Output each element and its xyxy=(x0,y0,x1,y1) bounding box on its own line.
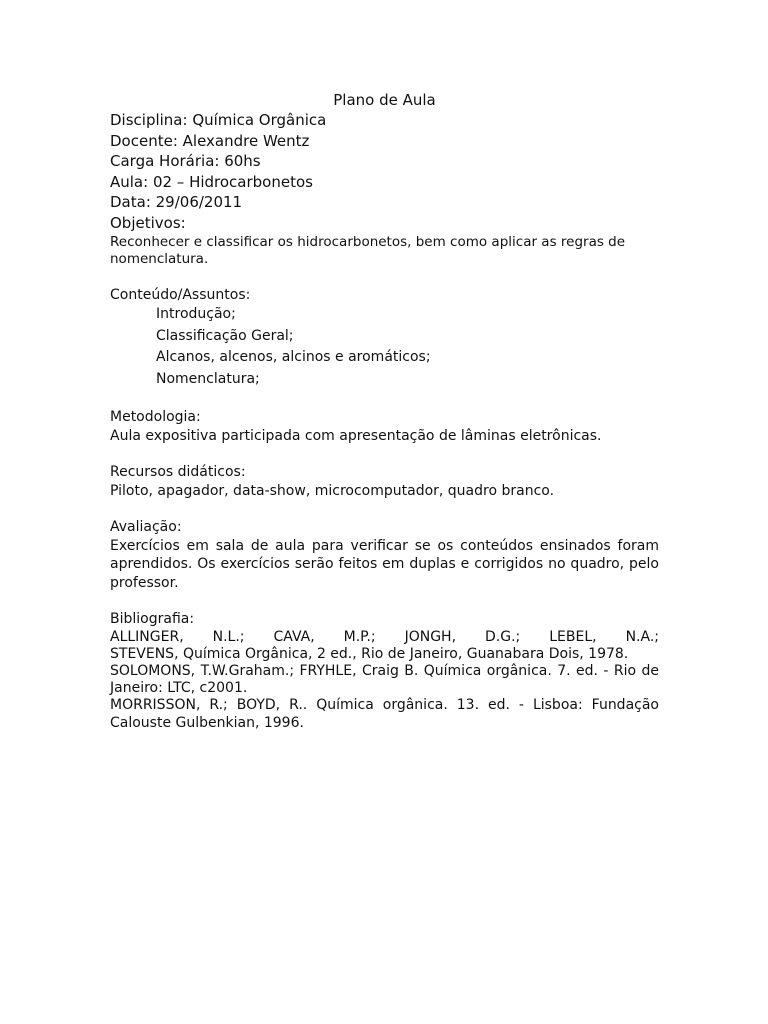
list-item: Alcanos, alcenos, alcinos e aromáticos; xyxy=(156,349,431,366)
resources-heading: Recursos didáticos: xyxy=(110,464,246,481)
content-list xyxy=(110,304,659,390)
list-item: Classificação Geral; xyxy=(156,327,294,344)
reference-3: MORRISSON, R.; BOYD, R.. Química orgânica. 13. ed. - Lisboa: Fundação Calouste Gulbenkian, 1996. xyxy=(110,697,659,731)
methodology-text: Aula expositiva participada com apresentação de lâminas eletrônicas. xyxy=(110,427,602,444)
header-info xyxy=(110,110,659,268)
methodology-section xyxy=(110,408,659,445)
reference-1-line-1: ALLINGER, N.L.; CAVA, M.P.; JONGH, D.G.; LEBEL, N.A.; xyxy=(110,628,659,645)
content-section xyxy=(110,286,659,391)
resources-text: Piloto, apagador, data-show, microcomputador, quadro branco. xyxy=(110,482,555,499)
evaluation-section xyxy=(110,518,659,592)
workload-line: Carga Horária: 60hs xyxy=(110,152,261,171)
content-heading: Conteúdo/Assuntos: xyxy=(110,286,251,303)
lesson-line: Aula: 02 – Hidrocarbonetos xyxy=(110,172,313,191)
list-item: Introdução; xyxy=(156,306,236,323)
page-title: Plano de Aula xyxy=(333,91,436,109)
reference-2: SOLOMONS, T.W.Graham.; FRYHLE, Craig B. Química orgânica. 7. ed. - Rio de Janeiro: LTC, c2001. xyxy=(110,662,659,697)
teacher-line: Docente: Alexandre Wentz xyxy=(110,131,310,150)
list-item: Nomenclatura; xyxy=(156,370,260,387)
resources-section xyxy=(110,463,659,500)
bibliography-section xyxy=(110,610,659,732)
evaluation-text: Exercícios em sala de aula para verificar se os conteúdos ensinados foram aprendidos. Os exercícios serão feitos em duplas e corrigidos no quadro, pelo professor. xyxy=(110,537,659,591)
lesson-plan-page xyxy=(110,90,659,732)
evaluation-heading: Avaliação: xyxy=(110,519,182,536)
reference-1-line-2: STEVENS, Química Orgânica, 2 ed., Rio de Janeiro, Guanabara Dois, 1978. xyxy=(110,645,629,662)
methodology-heading: Metodologia: xyxy=(110,409,201,426)
discipline-line: Disciplina: Química Orgânica xyxy=(110,111,327,129)
objectives-heading: Objetivos: xyxy=(110,213,186,232)
date-line: Data: 29/06/2011 xyxy=(110,193,243,212)
objectives-text: Reconhecer e classificar os hidrocarbonetos, bem como aplicar as regras de nomenclatura. xyxy=(110,233,626,267)
bibliography-heading: Bibliografia: xyxy=(110,611,195,628)
